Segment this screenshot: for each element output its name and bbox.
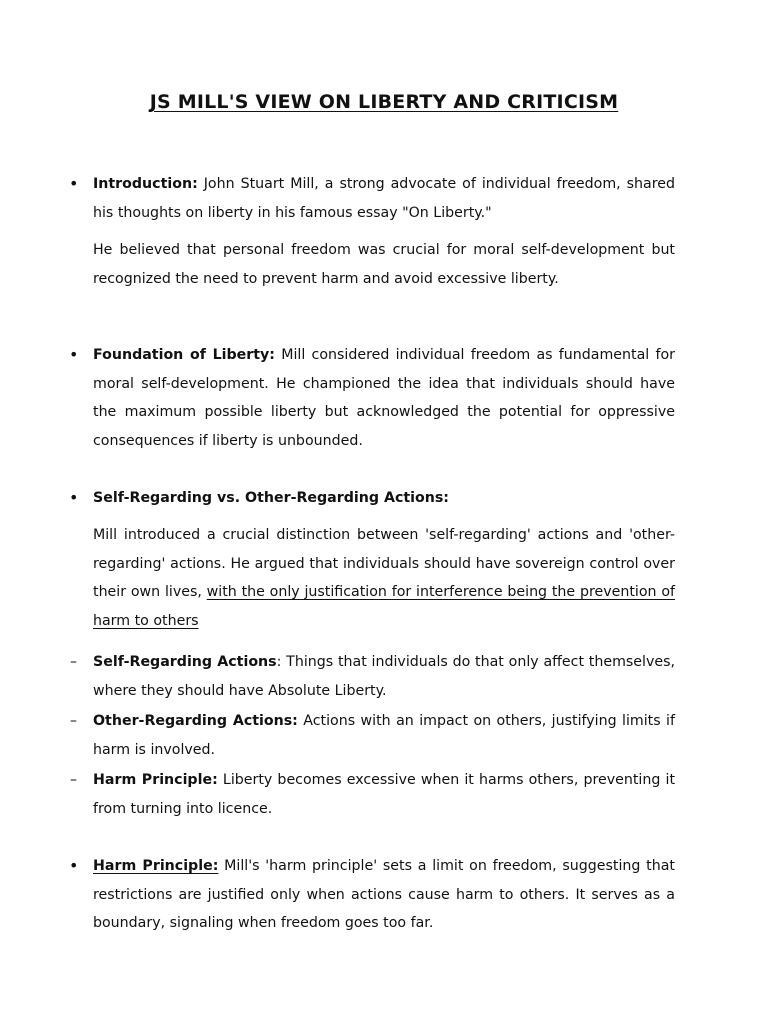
self-other-underlined-text: with the only justification for interference being the prevention of harm to others bbox=[93, 584, 675, 629]
harm-paragraph bbox=[93, 852, 675, 938]
sub-item-label: Self-Regarding Actions bbox=[93, 654, 277, 670]
harm-label: Harm Principle: bbox=[93, 858, 219, 874]
sub-item-text: Liberty becomes excessive when it harms others, preventing it from turning into licence. bbox=[93, 772, 676, 817]
self-other-heading bbox=[93, 484, 675, 513]
bullet-icon: • bbox=[69, 174, 79, 193]
dash-icon: – bbox=[70, 772, 77, 788]
intro-paragraph bbox=[93, 170, 675, 227]
intro-label: Introduction: bbox=[93, 176, 198, 192]
dash-icon: – bbox=[70, 654, 77, 670]
intro-text: John Stuart Mill, a strong advocate of individual freedom, shared his thoughts on liberty in his famous essay "On Liberty." bbox=[93, 176, 675, 221]
sub-item-harm-principle bbox=[93, 766, 675, 823]
self-other-text: Mill introduced a crucial distinction between 'self-regarding' actions and 'other-regarding' actions. He argued that individuals should have sovereign control over their own lives, bbox=[93, 527, 675, 601]
sub-item-self-regarding bbox=[93, 648, 675, 705]
bullet-icon: • bbox=[69, 488, 79, 507]
foundation-label: Foundation of Liberty: bbox=[93, 347, 275, 363]
harm-text: Mill's 'harm principle' sets a limit on freedom, suggesting that restrictions are justified only when actions cause harm to others. It serves as a boundary, signaling when freedom goes too far. bbox=[93, 858, 675, 932]
sub-item-text: : Things that individuals do that only affect themselves, where they should have Absolute Liberty. bbox=[93, 654, 675, 699]
foundation-text: Mill considered individual freedom as fundamental for moral self-development. He championed the idea that individuals should have the maximum possible liberty but acknowledged the potential for oppressive consequences if liberty is unbounded. bbox=[93, 347, 675, 449]
sub-item-label: Other-Regarding Actions: bbox=[93, 713, 298, 729]
foundation-paragraph bbox=[93, 341, 675, 455]
page-title: JS MILL'S VIEW ON LIBERTY AND CRITICISM bbox=[149, 91, 619, 113]
bullet-icon: • bbox=[69, 856, 79, 875]
self-other-label: Self-Regarding vs. Other-Regarding Actions: bbox=[93, 490, 449, 506]
sub-item-text: Actions with an impact on others, justifying limits if harm is involved. bbox=[93, 713, 675, 758]
dash-icon: – bbox=[70, 713, 77, 729]
bullet-icon: • bbox=[69, 345, 79, 364]
sub-item-other-regarding bbox=[93, 707, 675, 764]
sub-item-label: Harm Principle: bbox=[93, 772, 218, 788]
intro-paragraph-2 bbox=[93, 236, 675, 293]
self-other-paragraph bbox=[93, 521, 675, 635]
intro-text-2: He believed that personal freedom was crucial for moral self-development but recognized the need to prevent harm and avoid excessive liberty. bbox=[93, 242, 675, 287]
